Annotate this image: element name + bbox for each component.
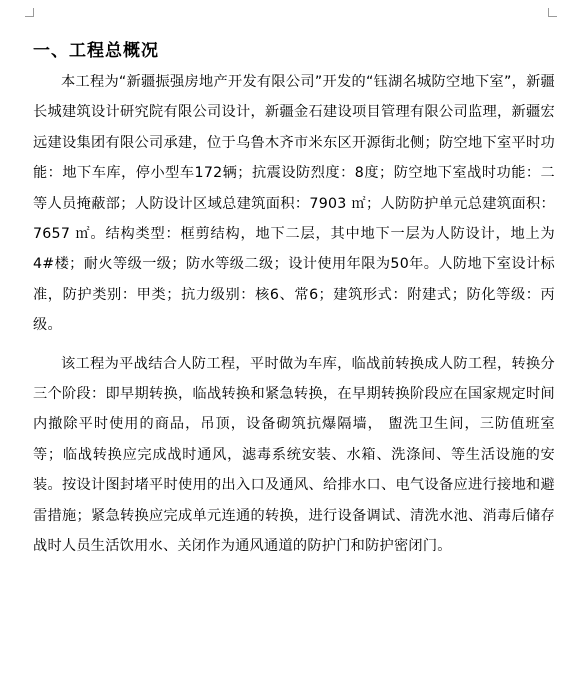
page-corner-mark-top-left: [25, 8, 34, 17]
document-body[interactable]: [33, 38, 555, 562]
section-heading: 一、工程总概况: [33, 41, 159, 61]
paragraph-conversion-stages: 该工程为平战结合人防工程，平时做为车库，临战前转换成人防工程，转换分三个阶段：即早期转换，临战转换和紧急转换，在早期转换阶段应在国家规定时间内撤除平时使用的商品，吊顶，设备砌筑抗爆隔墙， 盥洗卫生间，三防值班室等；临战转换应完成战时通风，滤毒系统安装、水箱、洗涤间、等生活设施的安装。按设计图封堵平时使用的出入口及通风、给排水口、电气设备应进行接地和避雷措施；紧急转换应完成单元连通的转换，进行设备调试、清洗水池、消毒后储存战时人员生活饮用水、关闭作为通风通道的防护门和防护密闭门。: [33, 355, 555, 555]
paragraph-project-overview: 本工程为“新疆振强房地产开发有限公司”开发的“钰湖名城防空地下室”，新疆长城建筑设计研究院有限公司设计，新疆金石建设项目管理有限公司监理，新疆宏远建设集团有限公司承建，位于乌鲁木齐市米东区开源街北侧；防空地下室平时功能：地下车库，停小型车172辆；抗震设防烈度：8度；防空地下室战时功能：二等人员掩蔽部；人防设计区域总建筑面积：7903 ㎡；人防防护单元总建筑面积：7657 ㎡。结构类型：框剪结构，地下二层，其中地下一层为人防设计，地上为4#楼；耐火等级一级；防水等级二级；设计使用年限为50年。人防地下室设计标准，防护类别：甲类；抗力级别：核6、常6；建筑形式：附建式；防化等级：丙级。: [33, 74, 555, 334]
page-corner-mark-top-right: [548, 8, 557, 17]
